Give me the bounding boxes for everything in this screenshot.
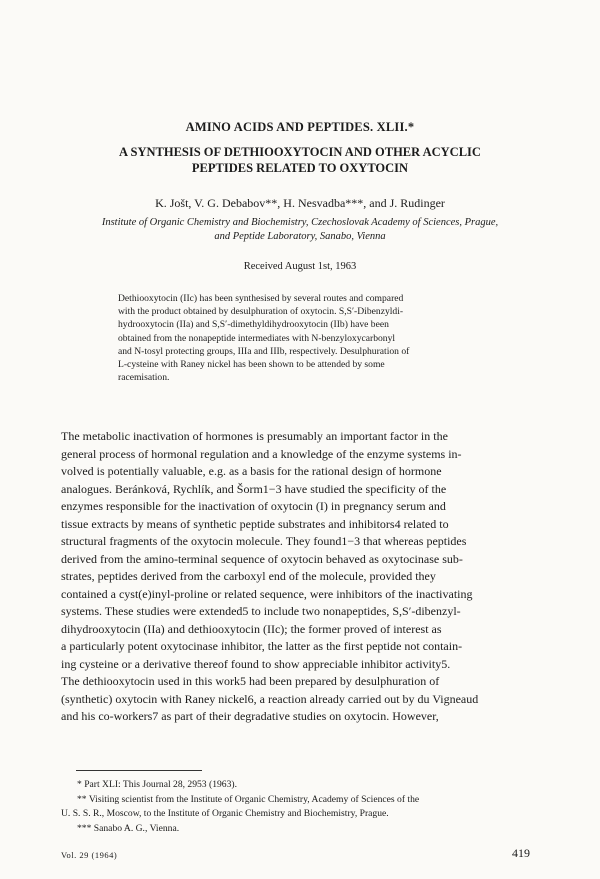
footnote: * Part XLI: This Journal 28, 2953 (1963). <box>77 779 237 790</box>
footnote: ** Visiting scientist from the Institute of Organic Chemistry, Academy of Sciences of the <box>77 793 420 805</box>
article-title-line-1: AMINO ACIDS AND PEPTIDES. XLII.* <box>185 120 415 134</box>
abstract-line: racemisation. <box>118 372 170 384</box>
author-list: K. Jošt, V. G. Debabov**, H. Nesvadba***, and J. Rudinger <box>155 196 445 210</box>
abstract-line: with the product obtained by desulphuration of oxytocin. S,S′-Dibenzyldi- <box>118 306 404 318</box>
affiliation-line-2: and Peptide Laboratory, Sanabo, Vienna <box>214 231 386 242</box>
body-line: The metabolic inactivation of hormones is presumably an important factor in the <box>61 429 448 443</box>
article-title-continuation <box>0 144 600 176</box>
article-title-line-2: A SYNTHESIS OF DETHIOOXYTOCIN AND OTHER ACYCLIC <box>119 145 481 159</box>
body-line: general process of hormonal regulation and a knowledge of the enzyme systems in- <box>61 446 462 461</box>
footnote-separator <box>76 770 202 771</box>
footnote-continuation: U. S. S. R., Moscow, to the Institute of Organic Chemistry and Biochemistry, Prague. <box>61 808 389 819</box>
body-line: tissue extracts by means of synthetic peptide substrates and inhibitors4 related to <box>61 516 449 531</box>
affiliation-line-1: Institute of Organic Chemistry and Biochemistry, Czechoslovak Academy of Sciences, Prague, <box>101 217 499 228</box>
body-line: (synthetic) oxytocin with Raney nickel6, a reaction already carried out by du Vigneaud <box>61 691 479 706</box>
body-line: contained a cyst(e)inyl-proline or related sequence, were inhibitors of the inactivating <box>61 586 473 601</box>
body-line: structural fragments of the oxytocin molecule. They found1−3 that whereas peptides <box>61 534 467 548</box>
abstract-line: L-cysteine with Raney nickel has been shown to be attended by some <box>118 359 385 371</box>
body-line: analogues. Beránková, Rychlík, and Šorm1−3 have studied the specificity of the <box>61 481 447 496</box>
abstract <box>118 292 486 384</box>
body-line: a particularly potent oxytocinase inhibitor, the latter as the first peptide not contain- <box>61 639 463 653</box>
footnote: *** Sanabo A. G., Vienna. <box>77 822 180 834</box>
page-number: 419 <box>512 846 530 860</box>
body-line: derived from the amino-terminal sequence of oxytocin behaved as oxytocinase sub- <box>61 551 463 566</box>
body-line: and his co-workers7 as part of their degradative studies on oxytocin. However, <box>61 709 439 723</box>
abstract-line: Dethiooxytocin (IIc) has been synthesised by several routes and compared <box>118 293 404 304</box>
body-line: systems. These studies were extended5 to include two nonapeptides, S,S′-dibenzyl- <box>61 604 461 618</box>
body-line: strates, peptides derived from the carboxyl end of the molecule, provided they <box>61 569 436 583</box>
body-line: The dethiooxytocin used in this work5 had been prepared by desulphuration of <box>61 674 440 688</box>
abstract-line: obtained from the nonapeptide intermediates with N-benzyloxycarbonyl <box>118 332 396 344</box>
body-text <box>61 428 544 726</box>
body-line: volved is potentially valuable, e.g. as a basis for the rational design of hormone <box>61 464 442 478</box>
abstract-line: hydrooxytocin (IIa) and S,S′-dimethyldihydrooxytocin (IIb) have been <box>118 319 389 331</box>
abstract-line: and N-tosyl protecting groups, IIIa and IIIb, respectively. Desulphuration of <box>118 345 410 357</box>
body-line: enzymes responsible for the inactivation of oxytocin (I) in pregnancy serum and <box>61 499 446 513</box>
body-line: dihydrooxytocin (IIa) and dethiooxytocin (IIc); the former proved of interest as <box>61 621 442 636</box>
article-title-line-3: PEPTIDES RELATED TO OXYTOCIN <box>191 161 409 175</box>
received-date: Received August 1st, 1963 <box>243 261 357 272</box>
affiliation <box>0 216 600 244</box>
footnotes <box>61 778 544 836</box>
volume-info: Vol. 29 (1964) <box>61 850 118 860</box>
body-line: ing cysteine or a derivative thereof found to show appreciable inhibitor activity5. <box>61 656 451 671</box>
